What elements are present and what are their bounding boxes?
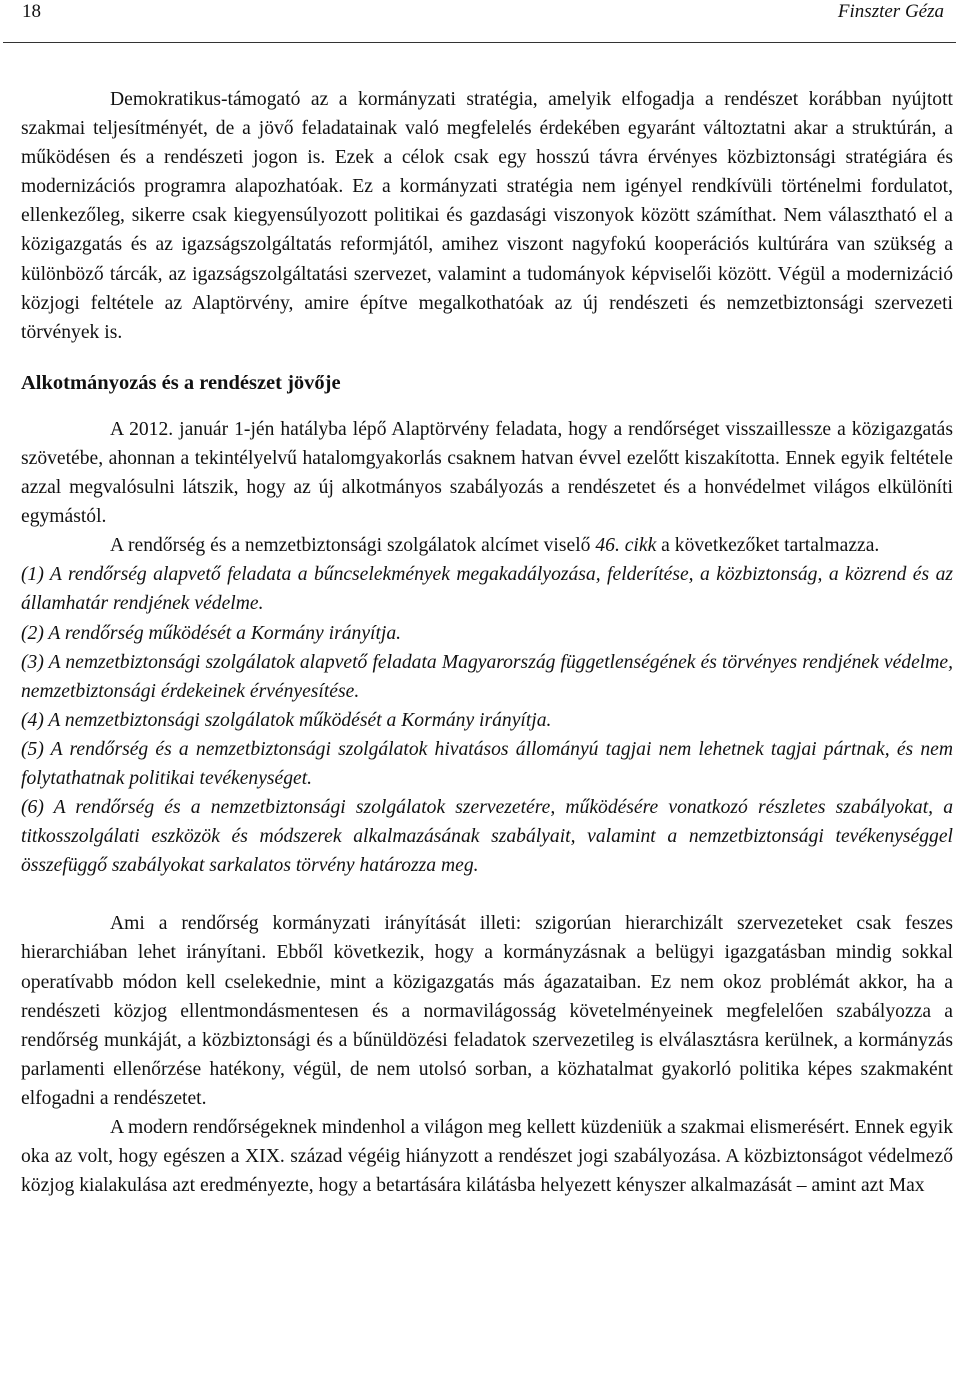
paragraph-fundamental-law: A 2012. január 1-jén hatályba lépő Alaptörvény feladata, hogy a rendőrséget visszaillessze a közigazgatás szövetébe, ahonnan a tekintélyelvű hatalomgyakorlás csaknem hatvan évvel ezelőtt kiszakította. Ennek egyik feltétele azzal megvalósulni látszik, hogy az új alkotmányos szabályozás a rendészetet és a honvédelmet világos elkülöníti egymástól.: [21, 418, 953, 528]
article-citation: 46. cikk: [595, 535, 657, 557]
article-item: (2) A rendőrség működését a Kormány irányítja.: [21, 622, 402, 644]
body-text: [21, 85, 953, 1200]
paragraph-governance: Ami a rendőrség kormányzati irányítását illeti: szigorúan hierarchizált szervezeteket csak feszes hierarchiában lehet irányítani. Ebből következik, hogy a kormányzásnak a belügyi igazgatásban mindig sokkal operatívabb módon kell cselekednie, mint a közigazgatás más ágazataiban. Ez nem okoz problémát akkor, ha a rendészeti közjog ellentmondásmentesen és a normavilágosság követelményeinek megfelelően szabályozza a rendőrség munkáját, a közbiztonsági és a bűnüldözési feladatok szervezetileg is elválasztásra kerülnek, a kormányzás parlamenti ellenőrzése hatékony, végül, de nem utolsó sorban, a közhatalmat gyakorló politika képes szakmaként elfogadni a rendészetet.: [21, 913, 953, 1109]
article-item: (5) A rendőrség és a nemzetbiztonsági szolgálatok hivatásos állományú tagjai nem lehetnek tagjai pártnak, és nem folytathatnak politikai tevékenységet.: [21, 738, 953, 789]
article-item: (3) A nemzetbiztonsági szolgálatok alapvető feladata Magyarország függetlenségének és törvényes rendjének védelme, nemzetbiztonsági érdekeinek érvényesítése.: [21, 651, 953, 702]
article-item: (4) A nemzetbiztonsági szolgálatok működését a Kormány irányítja.: [21, 709, 552, 731]
running-head-author: Finszter Géza: [837, 1, 944, 22]
article-item: (1) A rendőrség alapvető feladata a bűncselekmények megakadályozása, felderítése, a közbiztonság, a közrend és az államhatár rendjének védelme.: [21, 564, 953, 615]
paragraph-modern-police: A modern rendőrségeknek mindenhol a világon meg kellett küzdeniük a szakmai elismerésért. Ennek egyik oka az volt, hogy egészen a XIX. század végéig hiányzott a rendészet jogi szabályozása. A közbiztonságot védelmező közjog kialakulása azt eredményezte, hogy a betartására kilátásba helyezett kényszer alkalmazását – amint azt Max: [21, 1117, 953, 1197]
page-header: [22, 0, 944, 33]
section-heading: Alkotmányozás és a rendészet jövője: [21, 371, 341, 394]
article-intro-text-end: a következőket tartalmazza.: [656, 535, 880, 557]
article-item: (6) A rendőrség és a nemzetbiztonsági szolgálatok szervezetére, működésére vonatkozó részletes szabályokat, a titkosszolgálati eszközök és módszerek alkalmazásának szabályait, valamint a nemzetbiztonsági tevékenységgel összefüggő szabályokat sarkalatos törvény határozza meg.: [21, 797, 953, 877]
paragraph-democratic-strategy: Demokratikus-támogató az a kormányzati stratégia, amelyik elfogadja a rendészet korábban nyújtott szakmai teljesítményét, de a jövő feladatainak való megfelelés érdekében egyaránt változtatni akar a struktúrán, a működésen és a rendészeti jogon is. Ezek a célok csak egy hosszú távra érvényes közbiztonsági stratégiára és modernizációs programra alapozhatóak. Ez a kormányzati stratégia nem igényel rendkívüli történelmi fordulatot, ellenkezőleg, sikerre csak kiegyensúlyozott politikai és gazdasági viszonyok között számíthat. Nem választható el a közigazgatás és az igazságszolgáltatás reformjától, amihez viszont nagyfokú kooperációs kultúrára van szükség a különböző tárcák, az igazságszolgáltatási szervezet, valamint a tudományok képviselői között. Végül a modernizáció közjogi feltétele az Alaptörvény, amire építve megalkothatóak az új rendészeti és nemzetbiztonsági szervezeti törvények is.: [21, 89, 953, 343]
paragraph-article-intro: [21, 531, 953, 560]
header-rule: [3, 42, 956, 43]
article-intro-text: A rendőrség és a nemzetbiztonsági szolgálatok alcímet viselő: [110, 535, 596, 557]
page-number: 18: [22, 1, 41, 22]
